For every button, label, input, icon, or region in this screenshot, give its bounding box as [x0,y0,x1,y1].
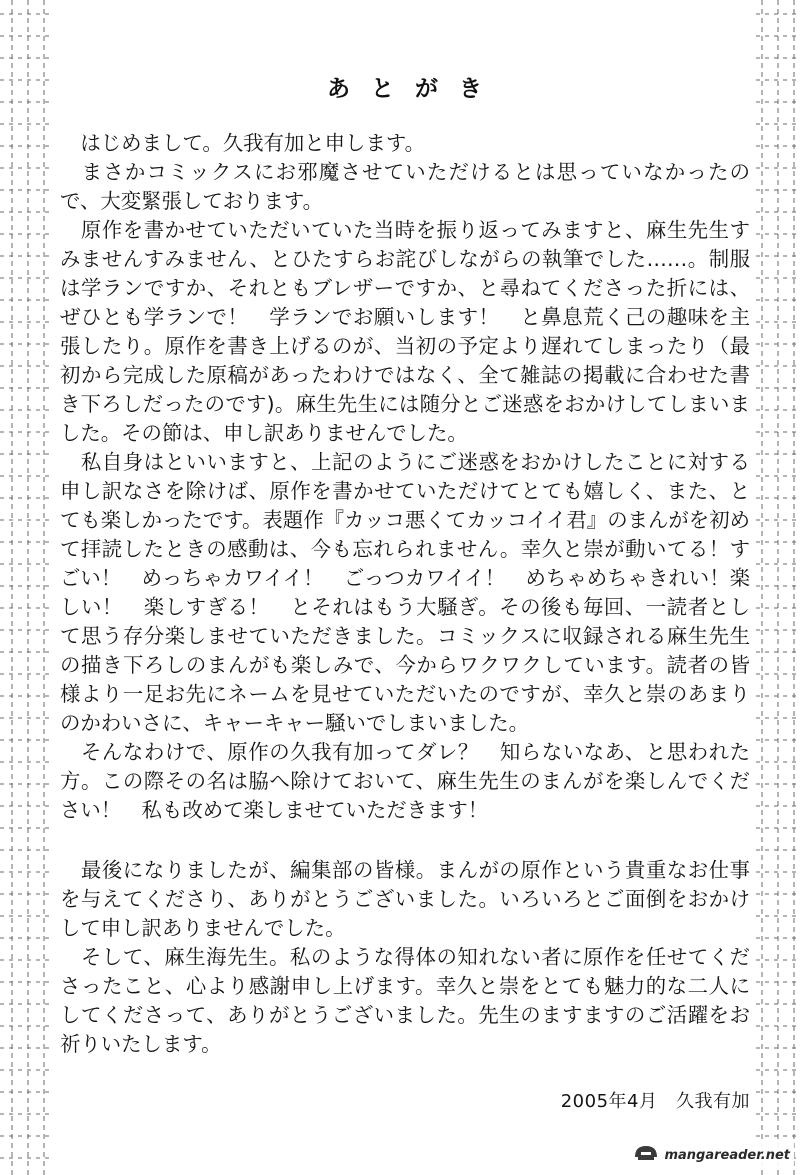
left-dashed-border [0,0,50,1175]
paragraph: 私自身はといいますと、上記のようにご迷惑をおかけしたことに対する申し訳なさを除けば、原作を書かせていただけてとても嬉しく、また、とても楽しかったです。表題作『カッコ悪くてカッコイイ君』のまんがを初めて拝読したときの感動は、今も忘れられません。幸久と崇が動いてる！すごい！ めっちゃカワイイ！ ごっつカワイイ！ めちゃめちゃきれい！楽しい！ 楽しすぎる！ とそれはもう大騒ぎ。その後も毎回、一読者として思う存分楽しませていただきました。コミックスに収録される麻生先生の描き下ろしのまんがも楽しみで、今からワクワクしています。読者の皆様より一足お先にネームを見せていただいたのですが、幸久と崇のあまりのかわいさに、キャーキャー騒いでしまいました。 [60,450,750,735]
paragraph: そして、麻生海先生。私のような得体の知れない者に原作を任せてくださったこと、心より感謝申し上げます。幸久と崇をとても魅力的な二人にしてくださって、ありがとうございました。先生のますますのご活躍をお祈りいたします。 [60,945,750,1056]
right-dashed-border [756,0,800,1175]
watermark-text: mangareader.net [664,1147,790,1163]
afterword-content [60,70,750,1059]
helmet-logo-icon [632,1143,660,1167]
signature: 2005年4月 久我有加 [560,1091,750,1112]
paragraph: まさかコミックスにお邪魔させていただけるとは思っていなかったので、大変緊張しております。 [60,160,750,213]
paragraph: 原作を書かせていただいていた当時を振り返ってみますと、麻生先生すみませんすみません、とひたすらお詫びしながらの執筆でした……。制服は学ランですか、それともブレザーですか、と尋ねてくださった折には、ぜひとも学ランで！ 学ランでお願いします！ と鼻息荒く己の趣味を主張したり。原作を書き上げるのが、当初の予定より遅れてしまったり（最初から完成した原稿があったわけではなく、全て雑誌の掲載に合わせた書き下ろしだったのです)。麻生先生には随分とご迷惑をおかけしてしまいました。その節は、申し訳ありませんでした。 [60,218,750,445]
section-gap [60,825,750,856]
paragraph: そんなわけで、原作の久我有加ってダレ？ 知らないなあ、と思われた方。この際その名は脇へ除けておいて、麻生先生のまんがを楽しんでください！ 私も改めて楽しませていただきます！ [60,740,750,822]
paragraph: はじめまして。久我有加と申します。 [60,131,425,155]
paragraph: 最後になりましたが、編集部の皆様。まんがの原作という貴重なお仕事を与えてくださり、ありがとうございました。いろいろとご面倒をおかけして申し訳ありませんでした。 [60,858,750,940]
watermark [628,1141,794,1169]
page-title: あとがき [327,76,503,102]
